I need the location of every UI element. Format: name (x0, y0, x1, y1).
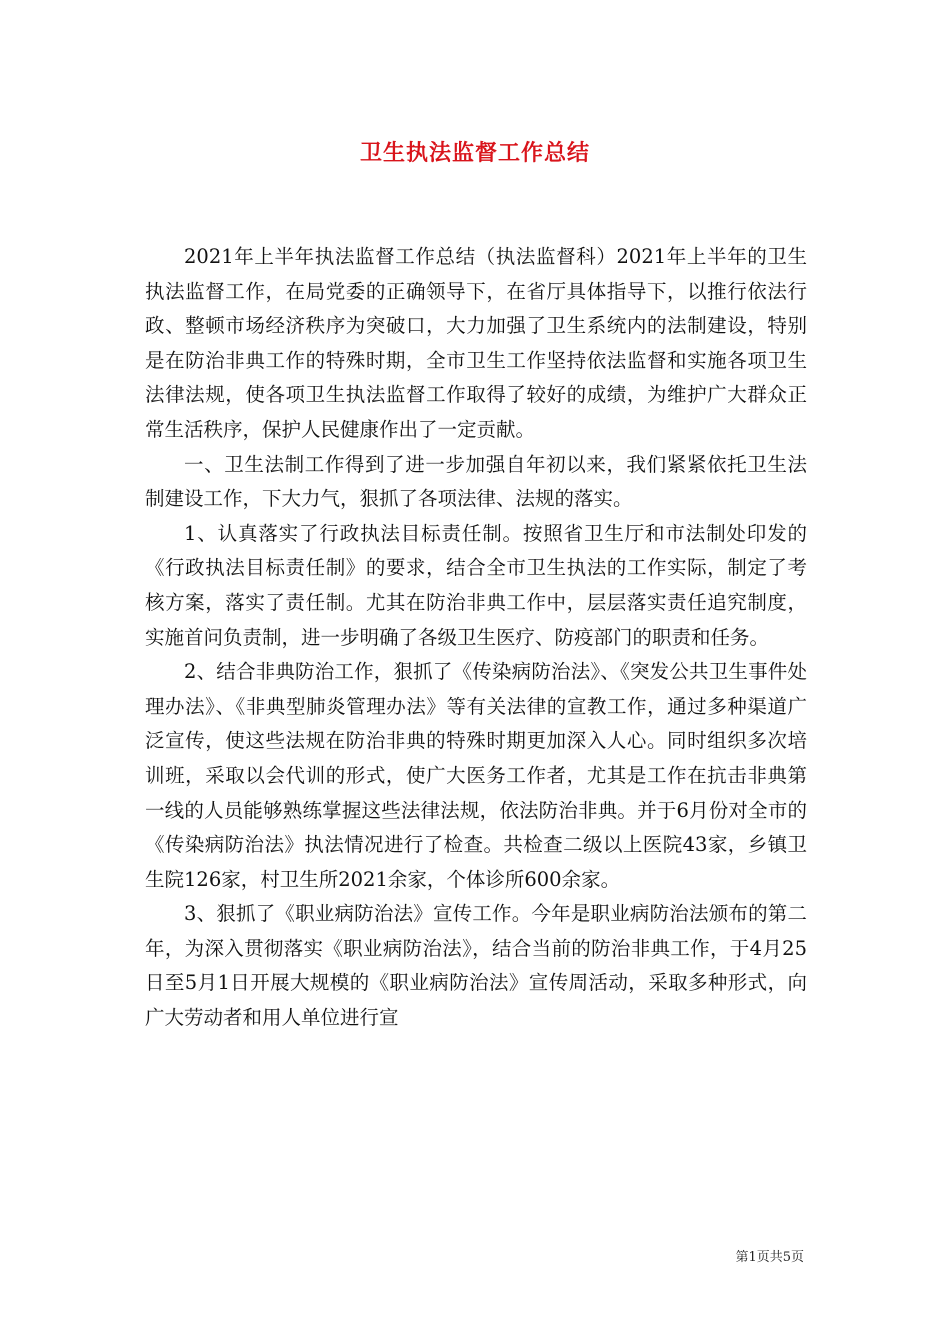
paragraph-item-1: 1、认真落实了行政执法目标责任制。按照省卫生厅和市法制处印发的《行政执法目标责任制》的要求，结合全市卫生执法的工作实际，制定了考核方案，落实了责任制。尤其在防治非典工作中，层层落实责任追究制度，实施首问负责制，进一步明确了各级卫生医疗、防疫部门的职责和任务。 (145, 521, 807, 649)
document-body (145, 240, 807, 1036)
paragraph-section-1: 一、卫生法制工作得到了进一步加强自年初以来，我们紧紧依托卫生法制建设工作，下大力气，狠抓了各项法律、法规的落实。 (145, 452, 807, 511)
paragraph-item-3: 3、狠抓了《职业病防治法》宣传工作。今年是职业病防治法颁布的第二年，为深入贯彻落实《职业病防治法》，结合当前的防治非典工作，于4月25日至5月1日开展大规模的《职业病防治法》宣传周活动，采取多种形式，向广大劳动者和用人单位进行宣 (145, 902, 807, 1030)
paragraph-item-2: 2、结合非典防治工作，狠抓了《传染病防治法》、《突发公共卫生事件处理办法》、《非典型肺炎管理办法》等有关法律的宣教工作，通过多种渠道广泛宣传，使这些法规在防治非典的特殊时期更加深入人心。同时组织多次培训班，采取以会代训的形式，使广大医务工作者，尤其是工作在抗击非典第一线的人员能够熟练掌握这些法律法规，依法防治非典。并于6月份对全市的《传染病防治法》执法情况进行了检查。共检查二级以上医院43家，乡镇卫生院126家，村卫生所2021余家，个体诊所600余家。 (145, 660, 807, 891)
document-title: 卫生执法监督工作总结 (359, 140, 590, 166)
page-number: 第1页共5页 (735, 1250, 804, 1265)
paragraph-intro: 2021年上半年执法监督工作总结（执法监督科）2021年上半年的卫生执法监督工作，在局党委的正确领导下，在省厅具体指导下，以推行依法行政、整顿市场经济秩序为突破口，大力加强了卫生系统内的法制建设，特别是在防治非典工作的特殊时期，全市卫生工作坚持依法监督和实施各项卫生法律法规，使各项卫生执法监督工作取得了较好的成绩，为维护广大群众正常生活秩序，保护人民健康作出了一定贡献。 (145, 245, 807, 441)
